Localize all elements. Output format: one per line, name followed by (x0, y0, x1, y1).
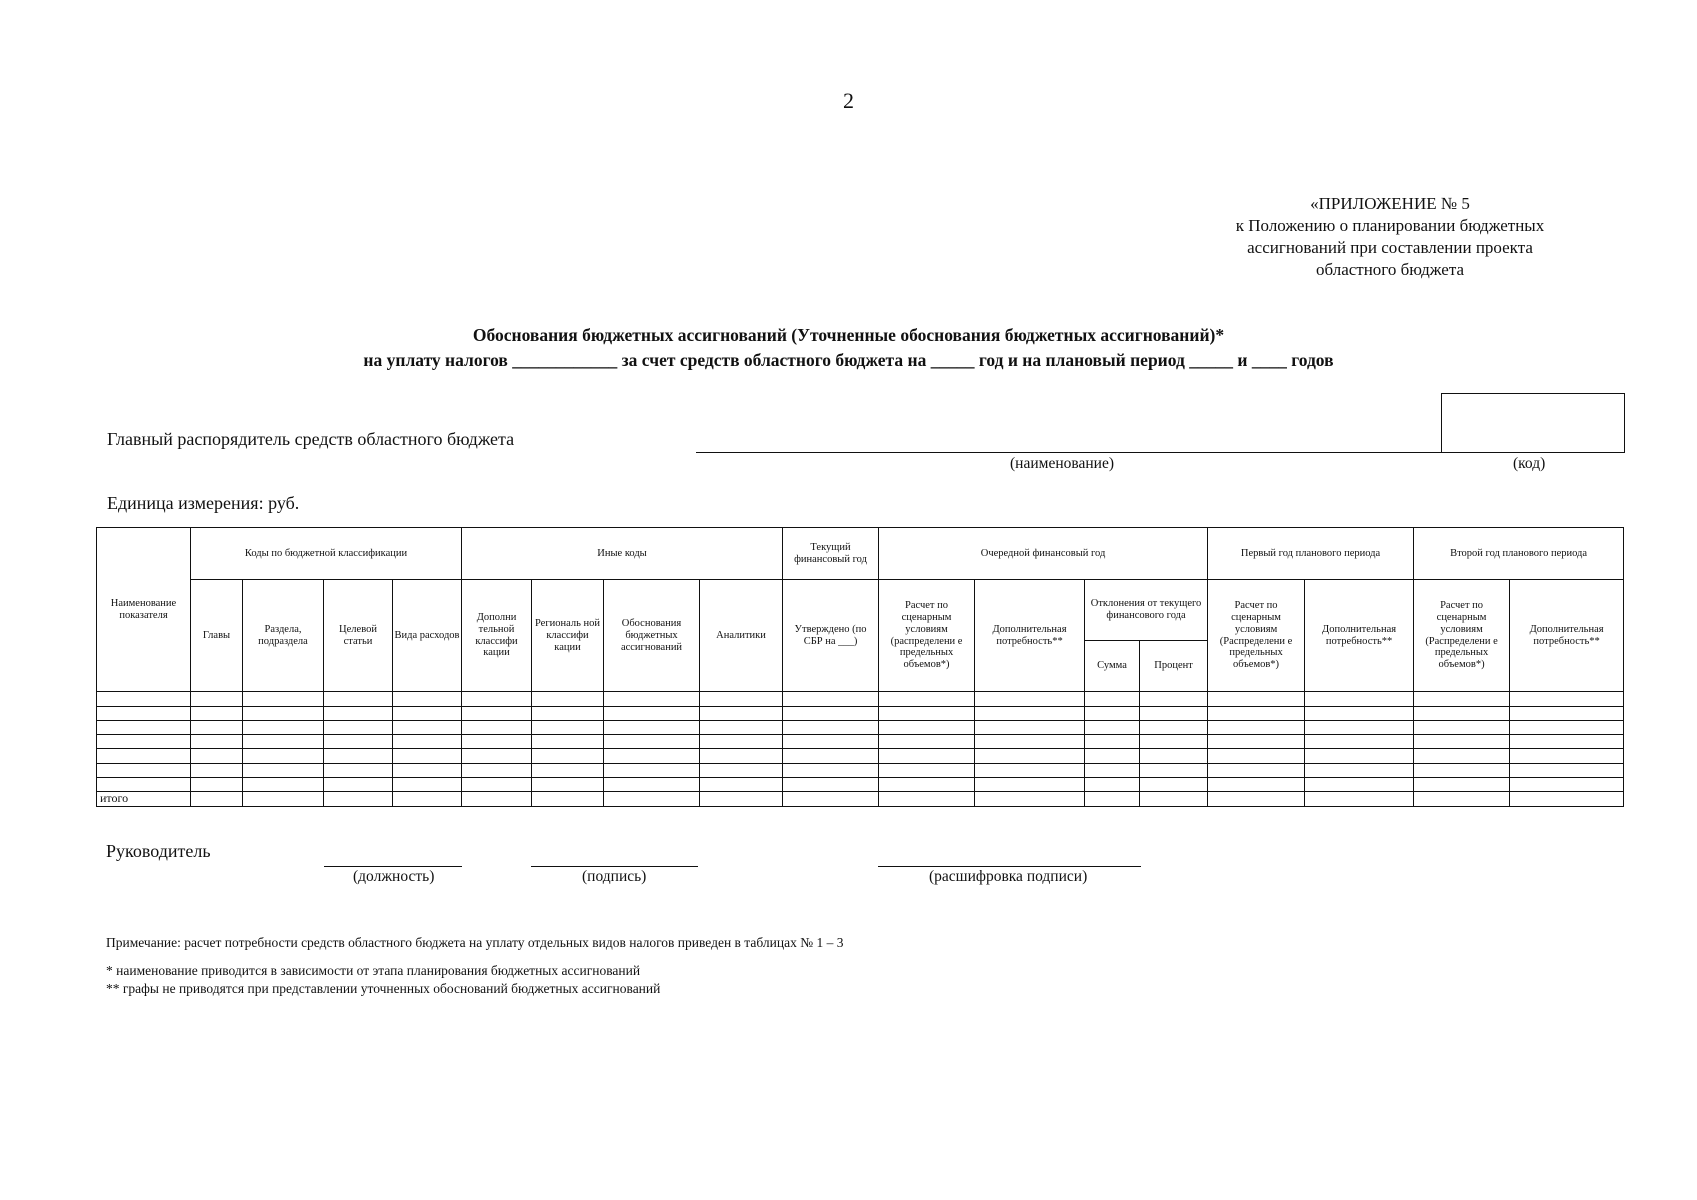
signature-line[interactable] (531, 866, 698, 867)
header-other-codes: Иные коды (462, 528, 783, 580)
document-subtitle: на уплату налогов ____________ за счет средств областного бюджета на _____ год и на плановый период _____ и ____ годов (363, 350, 1334, 370)
administrator-code-box[interactable] (1441, 393, 1625, 453)
table-row[interactable] (97, 777, 1624, 791)
header-expense-type: Вида расходов (393, 580, 462, 692)
note: Примечание: расчет потребности средств областного бюджета на уплату отдельных видов налогов приведен в таблицах № 1 – 3 (106, 935, 844, 950)
header-additional-need-second: Дополнительная потребность** (1510, 580, 1624, 692)
position-line[interactable] (324, 866, 462, 867)
head-label: Руководитель (106, 841, 211, 861)
header-budget-codes: Коды по бюджетной классификации (191, 528, 462, 580)
position-caption: (должность) (353, 868, 435, 885)
document-title: Обоснования бюджетных ассигнований (Уточненные обоснования бюджетных ассигнований)* (472, 325, 1225, 345)
table-row[interactable] (97, 720, 1624, 734)
header-first-plan-year: Первый год планового периода (1208, 528, 1414, 580)
table-row[interactable] (97, 735, 1624, 749)
header-additional-need-next: Дополнительная потребность** (975, 580, 1085, 692)
unit-label: Единица измерения: руб. (107, 493, 300, 513)
header-approved: Утверждено (по СБР на ___) (783, 580, 879, 692)
budget-table (96, 527, 1624, 807)
header-indicator-name: Наименование показателя (97, 528, 191, 692)
header-next-year: Очередной финансовый год (879, 528, 1208, 580)
header-second-plan-year: Второй год планового периода (1414, 528, 1624, 580)
table-row[interactable] (97, 692, 1624, 706)
total-label: итого (97, 792, 191, 807)
footnote-2: ** графы не приводятся при представлении уточненных обоснований бюджетных ассигнований (106, 981, 661, 996)
header-calc-first: Расчет по сценарным условиям (Распределени е предельных объемов*) (1208, 580, 1305, 692)
table-row[interactable] (97, 763, 1624, 777)
header-additional-classification: Дополни тельной классифи кации (462, 580, 532, 692)
appendix-line-3: ассигнований при составлении проекта (1247, 238, 1533, 257)
administrator-label: Главный распорядитель средств областного бюджета (107, 429, 515, 449)
header-section: Раздела, подраздела (243, 580, 324, 692)
header-regional-classification: Региональ ной классифи кации (532, 580, 604, 692)
decoding-caption: (расшифровка подписи) (929, 868, 1088, 885)
header-target-article: Целевой статьи (324, 580, 393, 692)
header-calc-next: Расчет по сценарным условиям (распределени е предельных объемов*) (879, 580, 975, 692)
appendix-header (1160, 193, 1620, 281)
header-deviation: Отклонения от текущего финансового года (1085, 580, 1208, 641)
header-chapter: Главы (191, 580, 243, 692)
header-analytics: Аналитики (700, 580, 783, 692)
administrator-name-line[interactable] (696, 452, 1441, 453)
header-justification: Обоснования бюджетных ассигнований (604, 580, 700, 692)
header-additional-need-first: Дополнительная потребность** (1305, 580, 1414, 692)
footnote-1: * наименование приводится в зависимости от этапа планирования бюджетных ассигнований (106, 963, 641, 978)
appendix-line-4: областного бюджета (1315, 260, 1464, 279)
page-number: 2 (843, 88, 854, 113)
table-row[interactable] (97, 706, 1624, 720)
signature-caption: (подпись) (582, 868, 647, 885)
header-calc-second: Расчет по сценарным условиям (Распределени е предельных объемов*) (1414, 580, 1510, 692)
decoding-line[interactable] (878, 866, 1141, 867)
name-caption: (наименование) (1010, 455, 1114, 472)
header-percent: Процент (1140, 641, 1208, 692)
header-sum: Сумма (1085, 641, 1140, 692)
header-current-year: Текущий финансовый год (783, 528, 879, 580)
appendix-line-2: к Положению о планировании бюджетных (1235, 216, 1545, 235)
table-row[interactable] (97, 749, 1624, 763)
code-caption: (код) (1513, 455, 1546, 472)
appendix-line-1: «ПРИЛОЖЕНИЕ № 5 (1310, 194, 1470, 213)
table-row-total[interactable] (97, 792, 1624, 807)
